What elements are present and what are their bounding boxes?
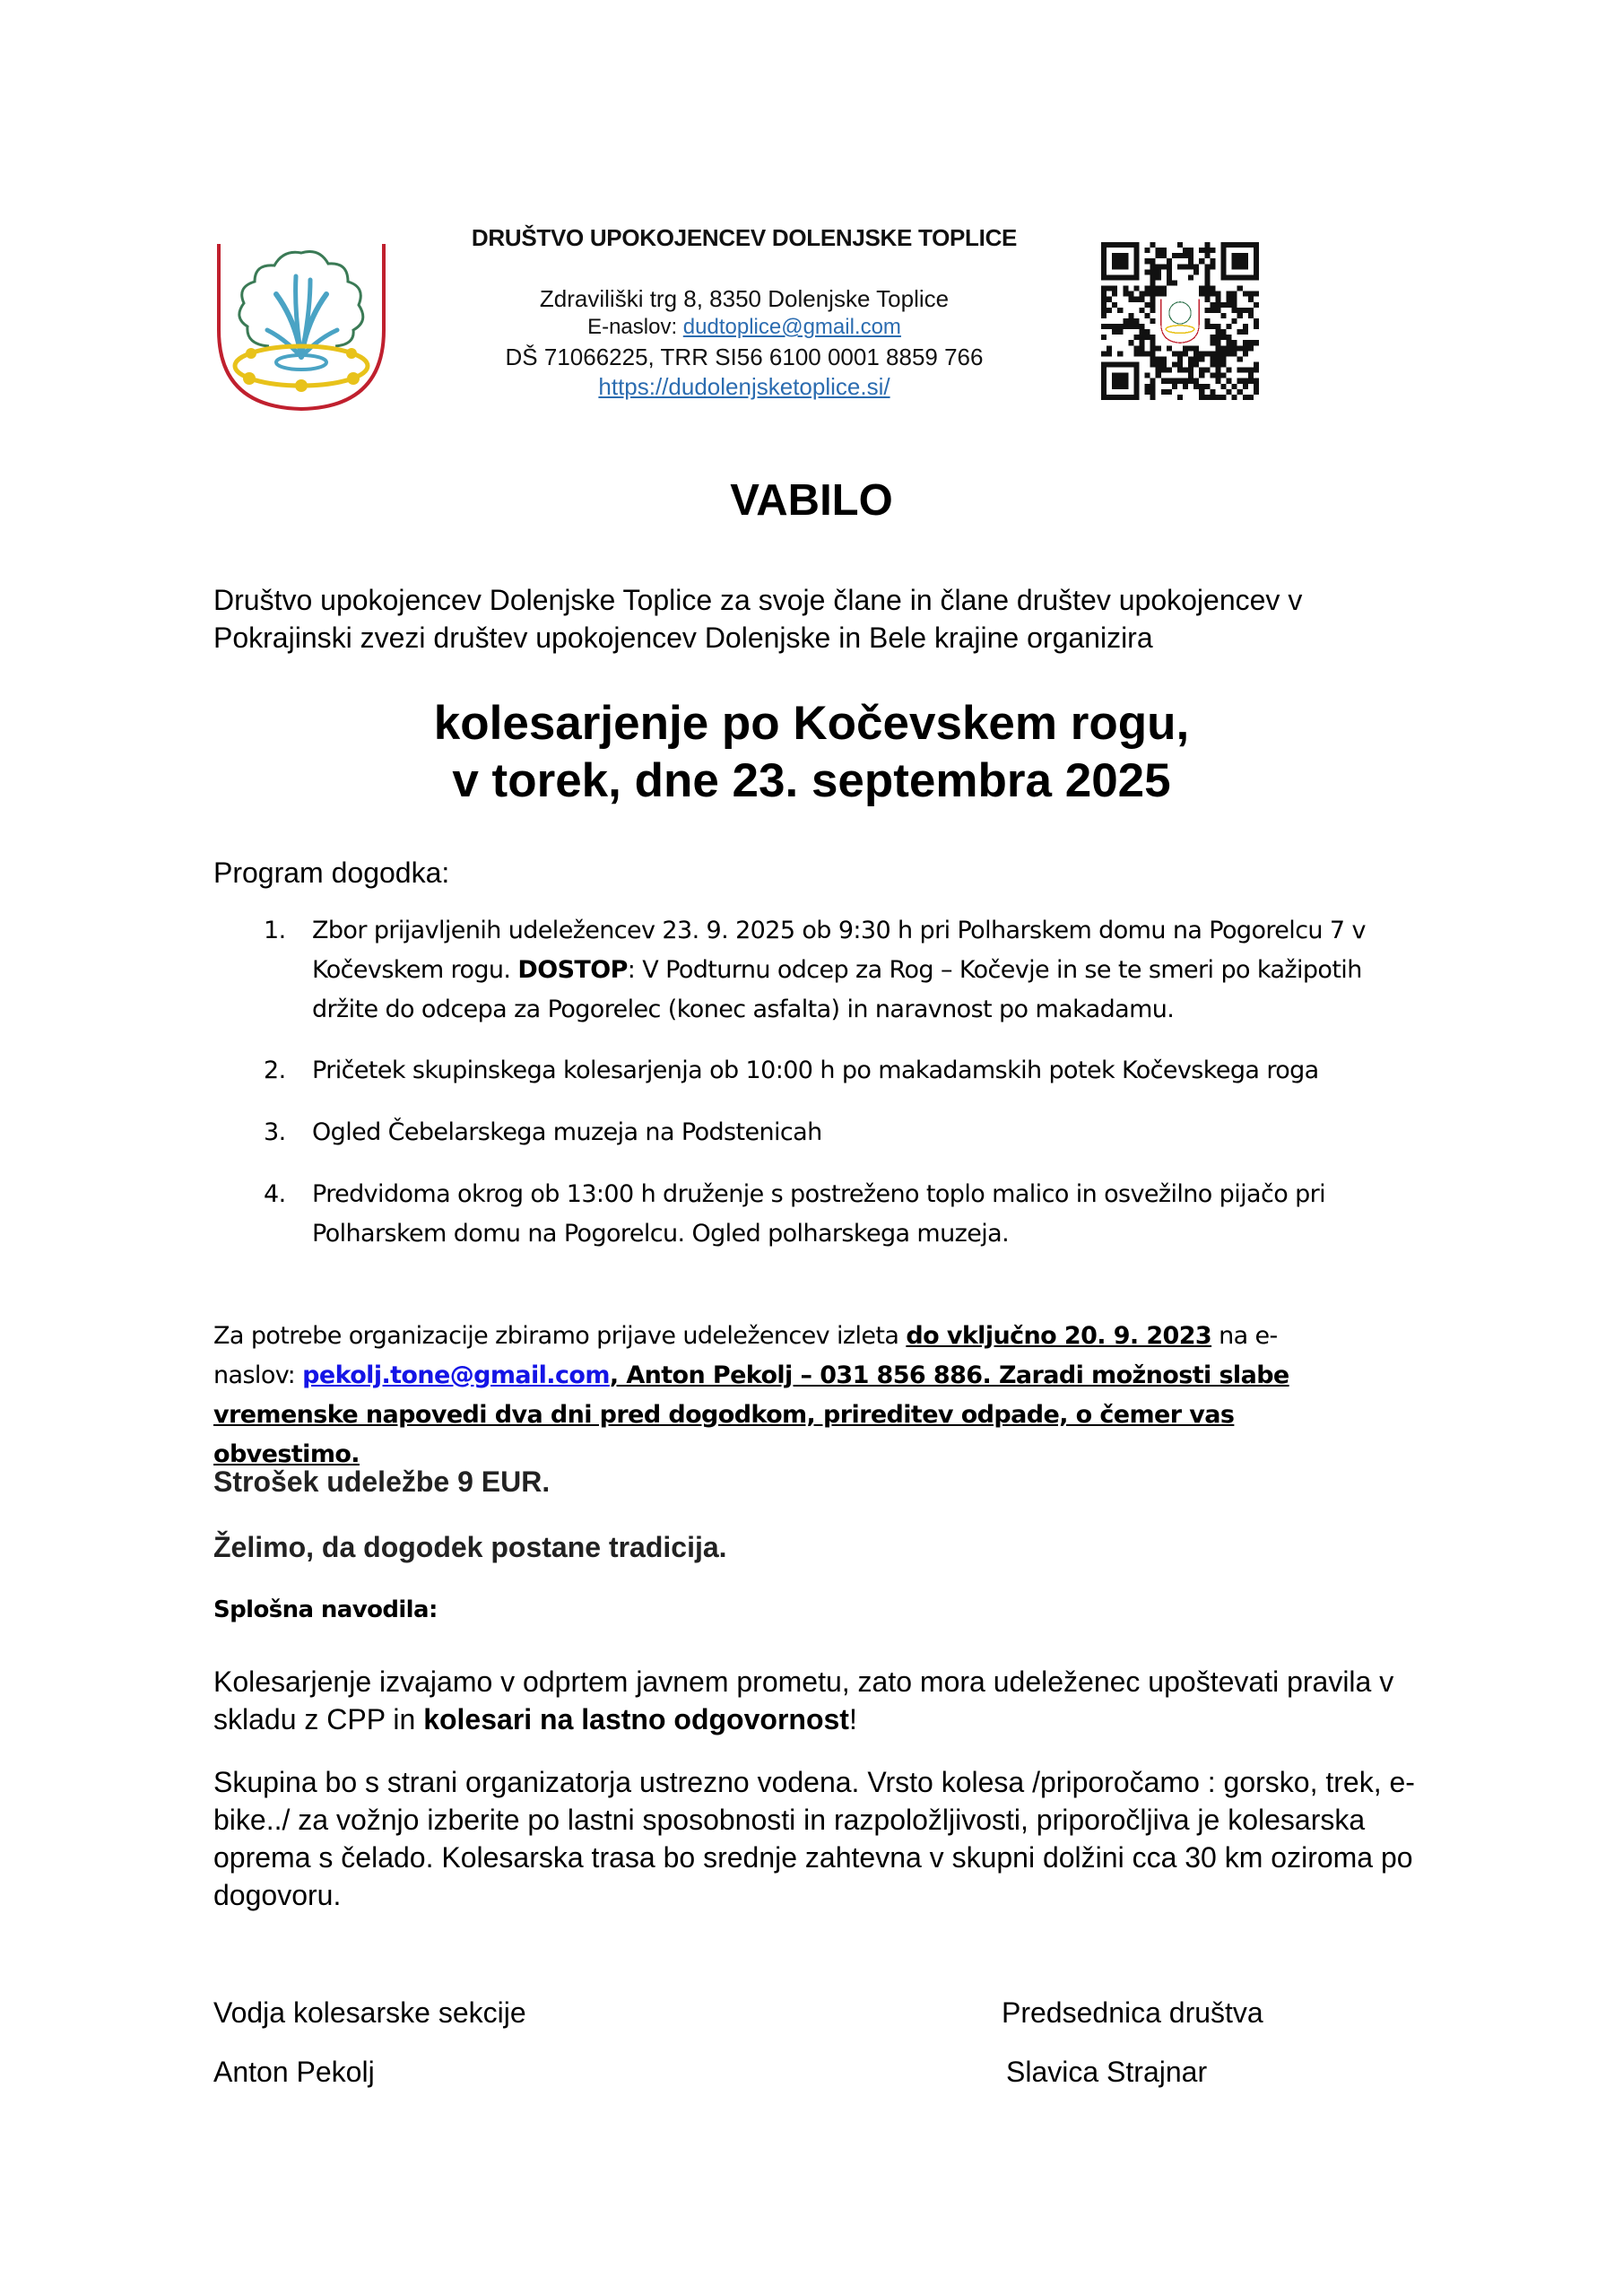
program-item-text: Ogled Čebelarskega muzeja na Podstenicah [312, 1118, 822, 1146]
program-item-text: Pričetek skupinskega kolesarjenja ob 10:00 h po makadamskih potek Kočevskega roga [312, 1057, 1319, 1084]
tradition-wish: Želimo, da dogodek postane tradicija. [213, 1531, 727, 1563]
contact-and-weather-notice: , Anton Pekolj – 031 856 886. Zaradi možnosti slabe vremenske napovedi dva dni pred dogodkom, prireditev odpade, o čemer vas obvestimo. [213, 1361, 1289, 1468]
event-title-line-2: v torek, dne 23. septembra 2025 [452, 754, 1171, 807]
participation-cost: Strošek udeležbe 9 EUR. [213, 1465, 551, 1498]
registration-paragraph [213, 1317, 1343, 1474]
own-responsibility-note: kolesari na lastno odgovornost [423, 1703, 849, 1735]
program-item-number: 3. [264, 1118, 286, 1146]
program-item-number: 4. [264, 1180, 286, 1208]
organization-email-link[interactable]: dudtoplice@gmail.com [682, 315, 901, 339]
organization-website [395, 373, 1094, 401]
signature-left-name: Anton Pekolj [213, 2056, 375, 2088]
program-item-text [312, 911, 1415, 1030]
signature-right-name: Slavica Strajnar [1006, 2056, 1208, 2088]
intro-paragraph: Društvo upokojencev Dolenjske Toplice za svoje člane in člane društev upokojencev v Pokrajinski zvezi društev upokojencev Dolenjske in Bele krajine organizira [213, 584, 1303, 654]
qr-code [1101, 240, 1259, 402]
general-instructions-route: Skupina bo s strani organizatorja ustrezno vodena. Vrsto kolesa /priporočamo : gorsko, trek, e- bike../ za vožnjo izberite po lastni sposobnosti in razpoložljivosti, priporočljiva je kolesarska oprema s čelado. Kolesarska trasa bo srednje zahtevna v skupni dolžini cca 30 km oziroma po dogovoru. [213, 1766, 1415, 1911]
document-title: VABILO [730, 476, 893, 525]
general-instructions-traffic [213, 1663, 1415, 1738]
access-label: DOSTOP [517, 956, 628, 984]
registration-deadline: do vključno 20. 9. 2023 [906, 1322, 1212, 1350]
email-label: E-naslov: [587, 315, 683, 339]
organization-email-line [395, 315, 1094, 340]
instruction-text: Kolesarjenje izvajamo v odprtem javnem prometu, zato mora udeleženec upoštevati pravila v skladu z CPP in [213, 1665, 1394, 1735]
fountain-tree-crest-icon [213, 240, 389, 413]
contact-email-link[interactable]: pekolj.tone@gmail.com [302, 1361, 610, 1389]
qr-code-icon [1101, 240, 1259, 402]
general-instructions-label: Splošna navodila: [213, 1596, 438, 1623]
event-title [0, 695, 1623, 810]
organization-address: Zdraviliški trg 8, 8350 Dolenjske Toplice [539, 285, 950, 312]
registration-text: Za potrebe organizacije zbiramo prijave udeležencev izleta [213, 1322, 907, 1350]
program-item-number: 2. [264, 1057, 286, 1084]
registration-text: na e- naslov: [213, 1322, 1278, 1389]
instruction-text: ! [848, 1703, 857, 1735]
program-item-number: 1. [264, 917, 286, 944]
program-item-text: Predvidoma okrog ob 13:00 h druženje s postreženo toplo malico in osvežilno pijačo pri Polharskem domu na Pogorelcu. Ogled polharskega muzeja. [312, 1180, 1326, 1248]
organization-logo [213, 240, 389, 413]
signature-left-role: Vodja kolesarske sekcije [213, 1996, 526, 2029]
event-title-line-1: kolesarjenje po Kočevskem rogu, [433, 697, 1190, 750]
website-link[interactable]: https://dudolenjsketoplice.si/ [598, 373, 890, 400]
program-item-text-part: : V Podturnu odcep za Rog – Kočevje in se te smeri po kažipotih držite do odcepa za Pogorelec (konec asfalta) in naravnost po makadamu. [312, 956, 1362, 1023]
signature-right-role: Predsednica društva [1002, 1996, 1263, 2029]
organization-name: DRUŠTVO UPOKOJENCEV DOLENJSKE TOPLICE [471, 224, 1018, 251]
program-item-text-part: Zbor prijavljenih udeležencev 23. 9. 2025 ob 9:30 h pri Polharskem domu na Pogorelcu 7 v Kočevskem rogu. [312, 917, 1366, 984]
program-label: Program dogodka: [213, 857, 450, 889]
organization-ids: DŠ 71066225, TRR SI56 6100 0001 8859 766 [505, 344, 984, 370]
